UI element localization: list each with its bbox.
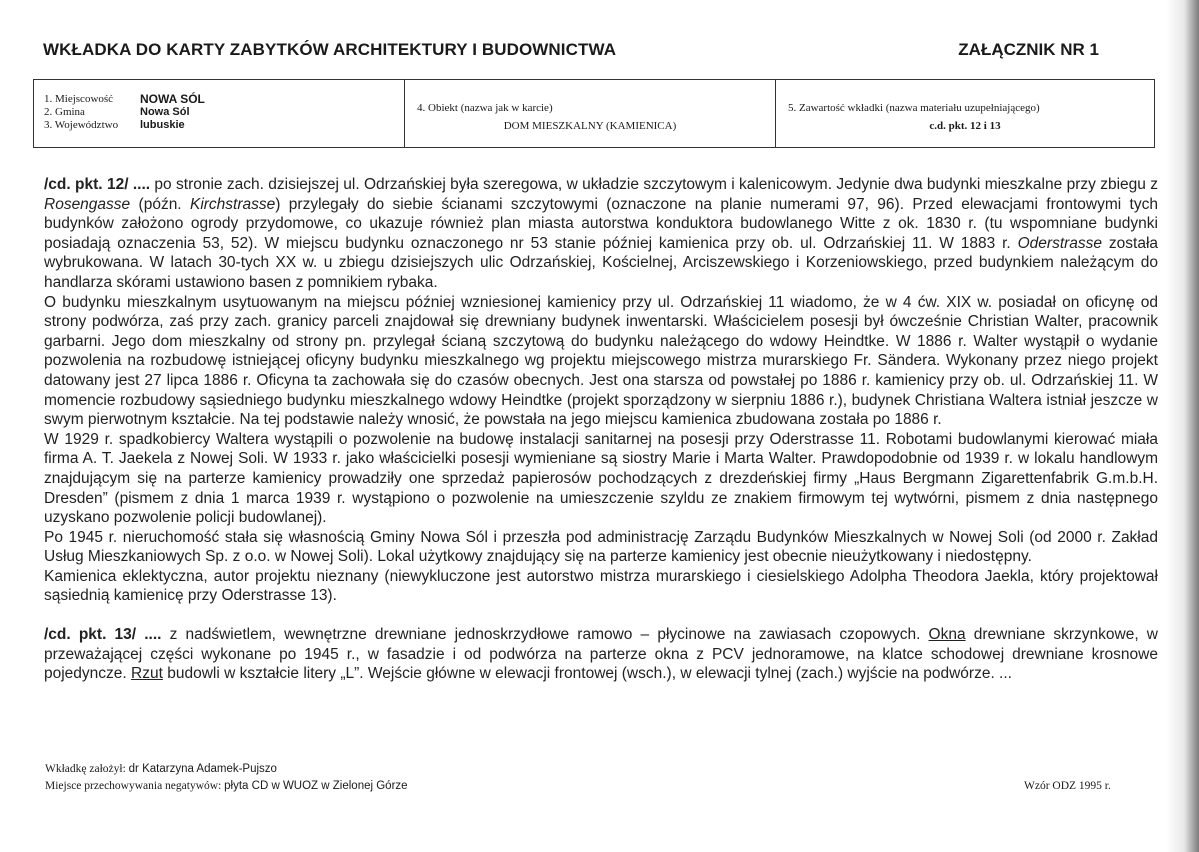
info-table	[33, 79, 1155, 148]
author-label: Wkładkę założył:	[45, 763, 126, 775]
author-name: dr Katarzyna Adamek-Pujszo	[128, 763, 277, 775]
paragraph-1	[44, 175, 1158, 293]
template-reference: Wzór ODZ 1995 r.	[1024, 780, 1111, 792]
plan-heading: Rzut	[131, 665, 163, 683]
point-13-reference: /cd. pkt. 13/ ....	[44, 626, 162, 644]
voivodeship-value: lubuskie	[140, 118, 185, 131]
point-12-reference: /cd. pkt. 12/ ....	[44, 176, 151, 193]
street-name-rosengasse: Rosengasse	[44, 195, 131, 213]
text-run: została wybrukowana. W latach 30-tych XX w. u zbiegu dzisiejszych ulic Odrzańskiej, Kościelnej, Arciszewskiego i Korzeniowskiego, przed budynkiem należącym do handlarza skórami ustawiono basen z pomnikiem rybaka.	[44, 234, 1159, 291]
voivodeship-label: 3. Województwo	[44, 118, 119, 131]
locality-value: NOWA SÓL	[140, 91, 205, 106]
locality-row	[44, 92, 404, 105]
object-label: 4. Obiekt (nazwa jak w karcie)	[417, 102, 553, 114]
commune-value: Nowa Sól	[140, 105, 190, 118]
author-line	[45, 763, 277, 775]
paragraph-6	[44, 625, 1158, 684]
street-name-oderstrasse: Oderstrasse	[1017, 234, 1103, 252]
text-run: (późn.	[130, 195, 190, 213]
storage-line	[45, 780, 408, 792]
paragraph-2: O budynku mieszkalnym usytuowanym na miejscu później wzniesionej kamienicy przy ul. Odrzańskiej 11 wiadomo, że w 4 ćw. XIX w. posiadał on oficynę od strony podwórza, zaś przy zach. granicy parceli znajdował się drewniany budynek inwentarski. Właścicielem posesji był ówcześnie Christian Walter, pracownik garbarni. Jego dom mieszkalny od strony pn. przylegał ścianą szczytową do budynku należącego do wdowy Heindtke. W 1886 r. Walter wystąpił o wydanie pozwolenia na rozbudowę istniejącej oficyny budynku mieszkalnego wg projektu miejscowego mistrza murarskiego Fr. Sändera. Wykonany przez niego projekt datowany jest 27 lipca 1886 r. Oficyna ta zachowała się do czasów obecnych. Jest ona starsza od powstałej po 1886 r. kamienicy przy ob. ul. Odrzańskiej 11. W momencie rozbudowy sąsiedniego budynku mieszkalnego wdowy Heindtke (projekt sporządzony w sierpniu 1886 r.), budynek Christiana Waltera istniał jeszcze w swym pierwotnym kształcie. Na tej podstawie należy wnosić, że powstała na jego miejscu kamienica zbudowana została po 1886 r.	[44, 293, 1158, 429]
storage-value: płyta CD w WUOZ w Zielonej Górze	[224, 780, 408, 792]
voivodeship-row	[44, 118, 404, 131]
scan-edge-shadow	[1166, 0, 1199, 852]
paragraph-5: Kamienica eklektyczna, autor projektu nieznany (niewykluczone jest autorstwo mistrza murarskiego i ciesielskiego Adolpha Theodora Jaekla, który projektował sąsiednią kamienicę przy Oderstrasse 13).	[44, 567, 1158, 605]
windows-heading: Okna	[928, 626, 966, 644]
contents-cell	[776, 80, 1154, 147]
text-run: po stronie zach. dzisiejszej ul. Odrzańskiej była szeregowa, w układzie szczytowym i kalenicowym. Jedynie dwa budynki mieszkalne przy zbiegu z	[150, 176, 1158, 193]
location-cell	[34, 80, 405, 147]
text-run: z nadświetlem, wewnętrzne drewniane jednoskrzydłowe ramowo – płycinowe na zawiasach czopowych.	[161, 626, 929, 644]
contents-label: 5. Zawartość wkładki (nazwa materiału uzupełniającego)	[788, 102, 1040, 114]
storage-label: Miejsce przechowywania negatywów:	[45, 780, 222, 792]
commune-label: 2. Gmina	[44, 105, 85, 118]
object-value: DOM MIESZKALNY (KAMIENICA)	[503, 120, 677, 132]
paragraph-3: W 1929 r. spadkobiercy Waltera wystąpili o pozwolenie na budowę instalacji sanitarnej na posesji przy Oderstrasse 11. Robotami budowlanymi kierować miała firma A. T. Jaekela z Nowej Soli. W 1933 r. jako właścicielki posesji wymieniane są siostry Marie i Marta Walter. Prawdopodobnie od 1939 r. w lokalu handlowym znajdującym się na parterze kamienicy prowadziły one sprzedaż papierosów pochodzących z drezdeńskiej firmy „Haus Bergmann Zigarettenfabrik G.m.b.H. Dresden” (pismem z dnia 1 marca 1939 r. wystąpiono o pozwolenie na umieszczenie szyldu ze znakiem firmowym tej wytwórni, pismem z dnia następnego uzyskano pozwolenie policji budowlanej).	[44, 430, 1158, 527]
street-name-kirchstrasse: Kirchstrasse	[189, 195, 276, 213]
document-title: WKŁADKA DO KARTY ZABYTKÓW ARCHITEKTURY I BUDOWNICTWA	[43, 40, 617, 59]
object-cell	[405, 80, 776, 147]
commune-row	[44, 105, 404, 118]
text-run: drewniane skrzynkowe, w przeważającej części wykonane po 1945 r., w fasadzie i od podwórza na parterze okna z PCV jednoramowe, na klatce schodowej drewniane krosnowe pojedyncze.	[44, 626, 1158, 683]
contents-value: c.d. pkt. 12 i 13	[929, 120, 1001, 132]
locality-label: 1. Miejscowość	[44, 92, 114, 105]
paragraph-4: Po 1945 r. nieruchomość stała się własnością Gminy Nowa Sól i przeszła pod administrację Zarządu Budynków Mieszkalnych w Nowej Soli (od 2000 r. Zakład Usług Mieszkaniowych Sp. z o.o. w Nowej Soli). Lokal użytkowy znajdujący się na parterze kamienicy jest obecnie nieużytkowany i niedostępny.	[44, 528, 1158, 566]
text-run: budowli w kształcie litery „L”. Wejście główne w elewacji frontowej (wsch.), w elewacji tylnej (zach.) wyjście na podwórze. ...	[162, 665, 1012, 683]
paragraph-gap	[44, 606, 1158, 625]
document-body	[44, 175, 1158, 684]
annex-number: ZAŁĄCZNIK NR 1	[958, 40, 1099, 59]
text-run: ) przylegały do siebie ścianami szczytowymi (oznaczone na planie numerami 97, 96). Przed elewacjami frontowymi tych budynków założono ogrody przydomowe, co ukazuje również plan miasta autorstwa konduktora budowlanego Witte z ok. 1830 r. (tu wspomniane budynki posiadają oznaczenia 53, 52). W miejscu budynku oznaczonego nr 53 stanie później kamienica przy ob. ul. Odrzańskiej 11. W 1883 r.	[44, 195, 1158, 252]
